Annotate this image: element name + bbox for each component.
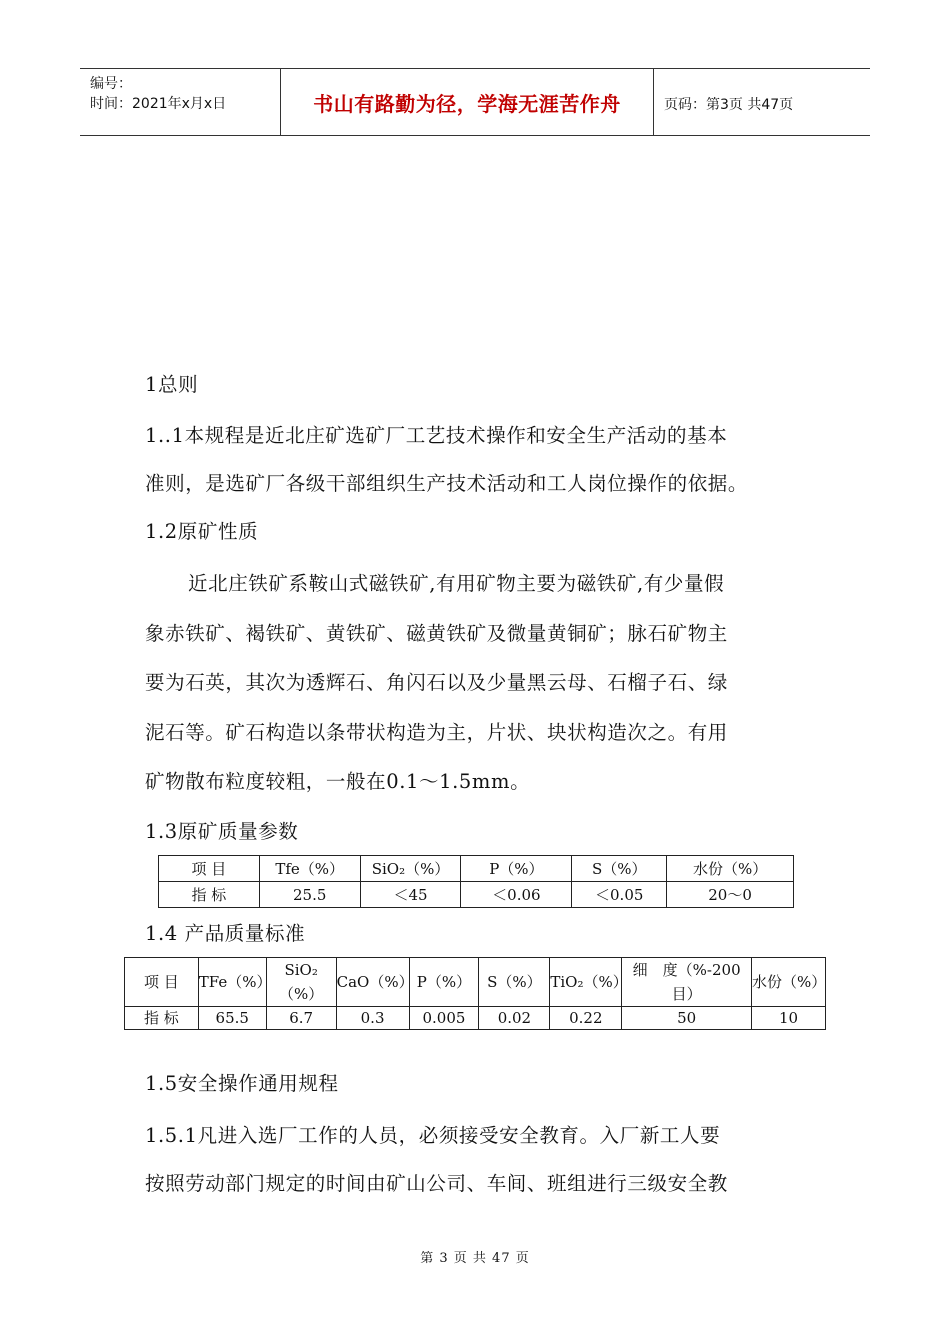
table-header-cell: CaO（%）	[336, 958, 409, 1007]
table-header-cell: TiO₂（%）	[550, 958, 622, 1007]
table-cell: 20～0	[667, 882, 794, 908]
section-1-2-line-3: 要为石英，其次为透辉石、角闪石以及少量黑云母、石榴子石、绿	[145, 671, 728, 694]
section-1-5-1-line-1: 1.5.1凡进入选厂工作的人员，必须接受安全教育。入厂新工人要	[145, 1124, 721, 1147]
table-cell: 指 标	[125, 1007, 199, 1030]
section-1-2-line-5: 矿物散布粒度较粗，一般在0.1～1.5mm。	[145, 770, 531, 793]
table-header-cell: S（%）	[572, 856, 667, 882]
table-header-cell: SiO₂（%）	[266, 958, 336, 1007]
table-header-cell: Tfe（%）	[259, 856, 360, 882]
section-1-1-line-1: 1..1本规程是近北庄矿选矿厂工艺技术操作和安全生产活动的基本	[145, 424, 728, 447]
table-header-cell: S（%）	[479, 958, 550, 1007]
header-date-label: 时间：2021年x月x日	[90, 96, 227, 112]
table-header-row	[125, 958, 826, 1007]
table-cell: ＜0.05	[572, 882, 667, 908]
table-cell: ＜45	[360, 882, 461, 908]
table-header-cell: 水份（%）	[667, 856, 794, 882]
raw-ore-quality-table	[158, 855, 794, 908]
section-1-1-line-2: 准则，是选矿厂各级干部组织生产技术活动和工人岗位操作的依据。	[145, 472, 749, 495]
section-1-3-title: 1.3原矿质量参数	[145, 820, 299, 843]
page-footer: 第 3 页 共 47 页	[420, 1251, 530, 1266]
table-cell: 50	[622, 1007, 752, 1030]
table-cell: 0.22	[550, 1007, 622, 1030]
header-divider-right	[653, 68, 654, 135]
table-header-cell: 项 目	[159, 856, 260, 882]
table-cell: 0.02	[479, 1007, 550, 1030]
section-1-2-title: 1.2原矿性质	[145, 520, 259, 543]
product-quality-table	[124, 957, 826, 1030]
section-1-2-line-2: 象赤铁矿、褐铁矿、黄铁矿、磁黄铁矿及微量黄铜矿；脉石矿物主	[145, 622, 728, 645]
section-1-5-1-line-2: 按照劳动部门规定的时间由矿山公司、车间、班组进行三级安全教	[145, 1172, 728, 1195]
table-cell: 65.5	[198, 1007, 266, 1030]
table-cell: 指 标	[159, 882, 260, 908]
table-cell: 0.3	[336, 1007, 409, 1030]
table-header-cell: 项 目	[125, 958, 199, 1007]
section-1-title: 1总则	[145, 373, 199, 396]
header-number-label: 编号：	[90, 76, 132, 92]
table-cell: 25.5	[259, 882, 360, 908]
table-header-cell: P（%）	[461, 856, 572, 882]
table-row	[125, 1007, 826, 1030]
table-cell: 10	[752, 1007, 826, 1030]
header-page-label: 页码：第3页 共47页	[664, 97, 794, 113]
section-1-2-line-4: 泥石等。矿石构造以条带状构造为主，片状、块状构造次之。有用	[145, 721, 728, 744]
table-header-cell: 水份（%）	[752, 958, 826, 1007]
header-motto: 书山有路勤为径，学海无涯苦作舟	[313, 92, 621, 116]
table-cell: ＜0.06	[461, 882, 572, 908]
table-header-cell: TFe（%）	[198, 958, 266, 1007]
table-header-cell: P（%）	[409, 958, 479, 1007]
section-1-2-line-1: 近北庄铁矿系鞍山式磁铁矿,有用矿物主要为磁铁矿,有少量假	[188, 572, 725, 595]
table-header-row	[159, 856, 794, 882]
header-top-rule	[80, 68, 870, 69]
table-header-cell: SiO₂（%）	[360, 856, 461, 882]
header-bottom-rule	[80, 135, 870, 136]
table-header-cell: 细 度（%-200目）	[622, 958, 752, 1007]
table-cell: 6.7	[266, 1007, 336, 1030]
table-cell: 0.005	[409, 1007, 479, 1030]
section-1-5-title: 1.5安全操作通用规程	[145, 1072, 339, 1095]
table-row	[159, 882, 794, 908]
section-1-4-title: 1.4 产品质量标准	[145, 922, 306, 945]
